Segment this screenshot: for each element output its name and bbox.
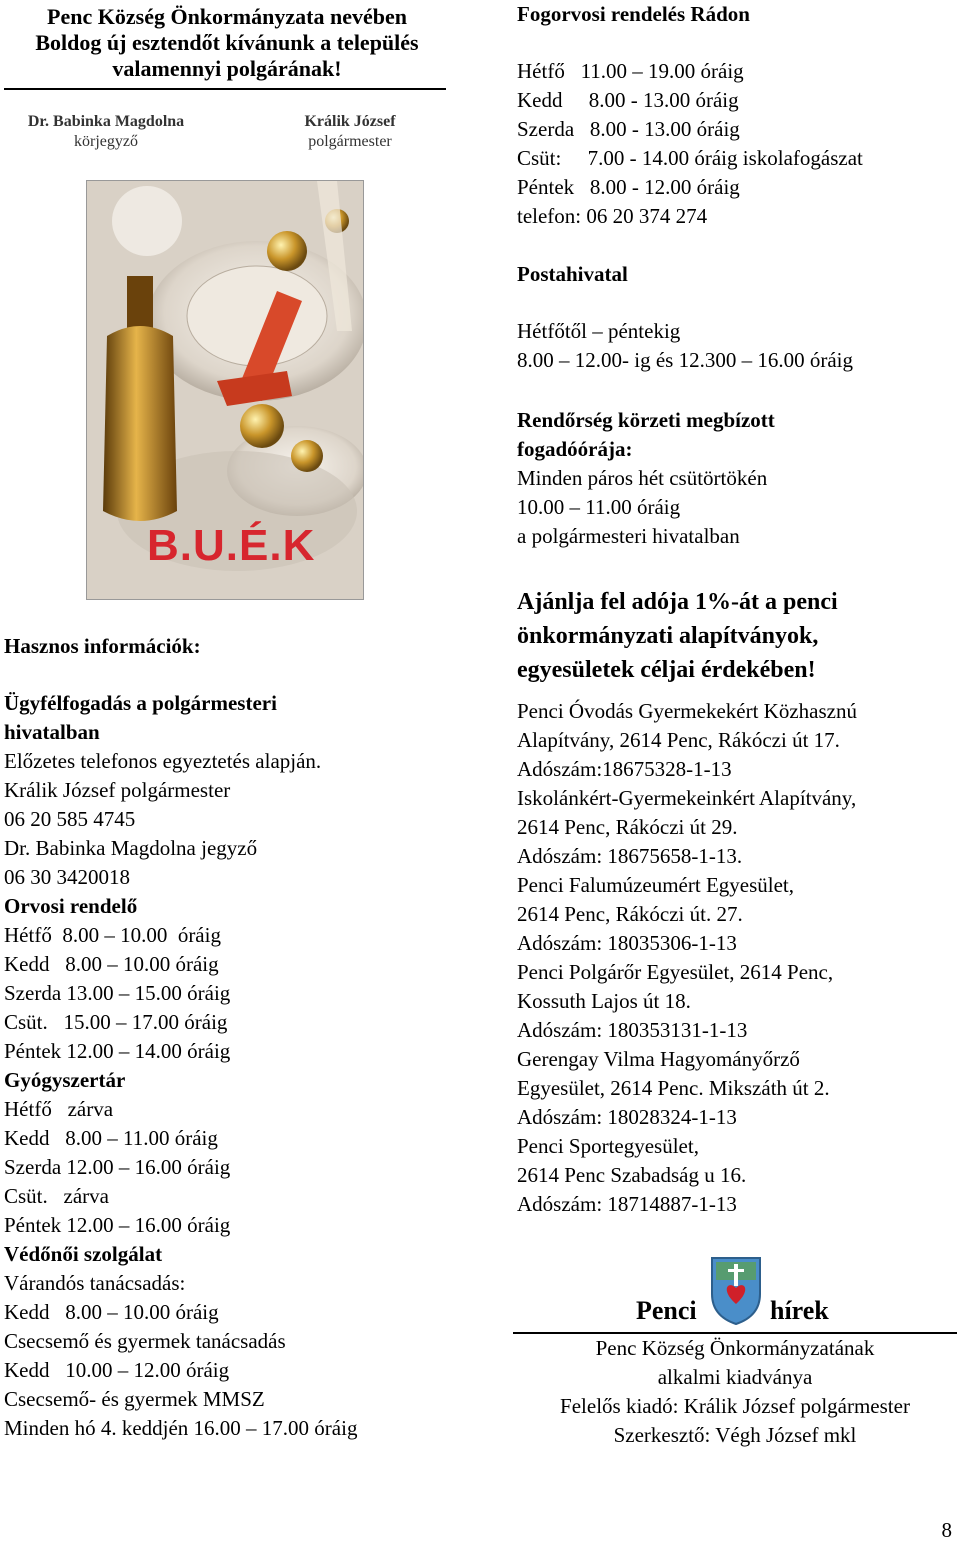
post-office-line: Hétfőtől – péntekig (517, 319, 681, 343)
dentist-line: Csüt: 7.00 - 14.00 óráig iskolafogászat (517, 146, 863, 170)
organization-line: Gerengay Vilma Hagyományőrző (517, 1047, 800, 1071)
greeting-line: Boldog új esztendőt kívánunk a település (35, 30, 419, 55)
organization-line: 2614 Penc, Rákóczi út 29. (517, 815, 738, 839)
footer-line: Felelős kiadó: Králik József polgármester (560, 1394, 910, 1418)
info-line: 06 20 585 4745 (4, 807, 136, 831)
post-office-line: 8.00 – 12.00- ig és 12.300 – 16.00 óráig (517, 348, 853, 372)
organization-line: Iskolánkért-Gyermekeinkért Alapítvány, (517, 786, 857, 810)
info-line: Előzetes telefonos egyeztetés alapján. (4, 749, 322, 773)
organization-line: Alapítvány, 2614 Penc, Rákóczi út 17. (517, 728, 840, 752)
organization-line: Adószám: 180353131-1-13 (517, 1018, 748, 1042)
info-subheading: Védőnői szolgálat (4, 1242, 163, 1266)
info-subheading: Orvosi rendelő (4, 894, 138, 918)
info-line: Minden hó 4. keddjén 16.00 – 17.00 óráig (4, 1416, 358, 1440)
info-line: Csecsemő és gyermek tanácsadás (4, 1329, 286, 1353)
organization-line: Adószám: 18675658-1-13. (517, 844, 743, 868)
info-line: Kedd 10.00 – 12.00 óráig (4, 1358, 230, 1382)
masthead-title-penci: Penci (636, 1296, 697, 1325)
footer-line: alkalmi kiadványa (657, 1365, 813, 1389)
page-number: 8 (941, 1518, 952, 1542)
info-subheading: hivatalban (4, 720, 100, 744)
post-office-section (517, 260, 957, 375)
police-line: Minden páros hét csütörtökén (517, 466, 768, 490)
police-line: a polgármesteri hivatalban (517, 524, 740, 548)
police-heading: Rendőrség körzeti megbízott (517, 408, 775, 432)
organization-line: Adószám:18675328-1-13 (517, 757, 732, 781)
publication-footer (513, 1334, 957, 1450)
police-line: 10.00 – 11.00 óráig (517, 495, 681, 519)
info-line: Hétfő zárva (4, 1097, 114, 1121)
organization-line: Adószám: 18035306-1-13 (517, 931, 737, 955)
dentist-line: Szerda 8.00 - 13.00 óráig (517, 117, 740, 141)
info-line: Hétfő 8.00 – 10.00 óráig (4, 923, 221, 947)
tax-heading: önkormányzati alapítványok, (517, 623, 819, 649)
tax-organizations (517, 697, 957, 1219)
photo-caption: B.U.É.K (147, 521, 316, 570)
organization-line: Kossuth Lajos út 18. (517, 989, 691, 1013)
organization-line: 2614 Penc, Rákóczi út. 27. (517, 902, 743, 926)
useful-info-lines (4, 689, 450, 1443)
info-line: 06 30 3420018 (4, 865, 130, 889)
footer-line: Szerkesztő: Végh József mkl (613, 1423, 857, 1447)
info-line: Kedd 8.00 – 10.00 óráig (4, 1300, 219, 1324)
coat-of-arms-icon (708, 1254, 764, 1326)
greeting-block (4, 0, 450, 82)
useful-info-heading: Hasznos információk: (4, 634, 201, 658)
signature-mayor (260, 112, 440, 152)
tax-heading: Ajánlja fel adója 1%-át a penci (517, 589, 838, 615)
greeting-divider (4, 88, 446, 90)
organization-line: Adószám: 18028324-1-13 (517, 1105, 737, 1129)
greeting-line: Penc Község Önkormányzata nevében (47, 4, 407, 29)
info-line: Szerda 13.00 – 15.00 óráig (4, 981, 231, 1005)
masthead-title-hirek: hírek (770, 1296, 829, 1325)
info-line: Szerda 12.00 – 16.00 óráig (4, 1155, 231, 1179)
info-line: Csüt. zárva (4, 1184, 109, 1208)
info-line: Várandós tanácsadás: (4, 1271, 186, 1295)
signature-role: polgármester (308, 133, 392, 150)
organization-line: Egyesület, 2614 Penc. Mikszáth út 2. (517, 1076, 830, 1100)
tax-heading: egyesületek céljai érdekében! (517, 657, 816, 683)
info-subheading: Ügyfélfogadás a polgármesteri (4, 691, 277, 715)
police-heading: fogadóórája: (517, 437, 633, 461)
dentist-section (517, 0, 957, 231)
footer-line: Penc Község Önkormányzatának (595, 1336, 875, 1360)
police-section (517, 406, 957, 551)
signature-notary (16, 112, 196, 152)
info-subheading: Gyógyszertár (4, 1068, 126, 1092)
organization-line: Penci Polgárőr Egyesület, 2614 Penc, (517, 960, 834, 984)
organization-line: Penci Óvodás Gyermekekért Közhasznú (517, 699, 857, 723)
info-line: Csecsemő- és gyermek MMSZ (4, 1387, 265, 1411)
post-office-heading: Postahivatal (517, 262, 628, 286)
info-line: Péntek 12.00 – 14.00 óráig (4, 1039, 231, 1063)
info-line: Csüt. 15.00 – 17.00 óráig (4, 1010, 228, 1034)
organization-line: Adószám: 18714887-1-13 (517, 1192, 737, 1216)
greeting-line: valamennyi polgárának! (112, 56, 342, 81)
dentist-line: telefon: 06 20 374 274 (517, 204, 708, 228)
dentist-line: Kedd 8.00 - 13.00 óráig (517, 88, 739, 112)
organization-line: Penci Sportegyesület, (517, 1134, 699, 1158)
signature-name: Králik József (304, 113, 396, 130)
info-line: Dr. Babinka Magdolna jegyző (4, 836, 258, 860)
organization-line: Penci Falumúzeumért Egyesület, (517, 873, 795, 897)
info-line: Kedd 8.00 – 10.00 óráig (4, 952, 219, 976)
info-line: Králik József polgármester (4, 778, 231, 802)
dentist-line: Péntek 8.00 - 12.00 óráig (517, 175, 740, 199)
useful-info-section (4, 632, 450, 1443)
signature-role: körjegyző (74, 133, 138, 150)
dentist-heading: Fogorvosi rendelés Rádon (517, 2, 750, 26)
signature-name: Dr. Babinka Magdolna (27, 113, 185, 130)
holiday-photo (86, 180, 364, 600)
tax-donation-section (517, 585, 957, 1219)
info-line: Péntek 12.00 – 16.00 óráig (4, 1213, 231, 1237)
info-line: Kedd 8.00 – 11.00 óráig (4, 1126, 218, 1150)
greeting-text (4, 4, 450, 82)
dentist-line: Hétfő 11.00 – 19.00 óráig (517, 59, 744, 83)
organization-line: 2614 Penc Szabadság u 16. (517, 1163, 747, 1187)
